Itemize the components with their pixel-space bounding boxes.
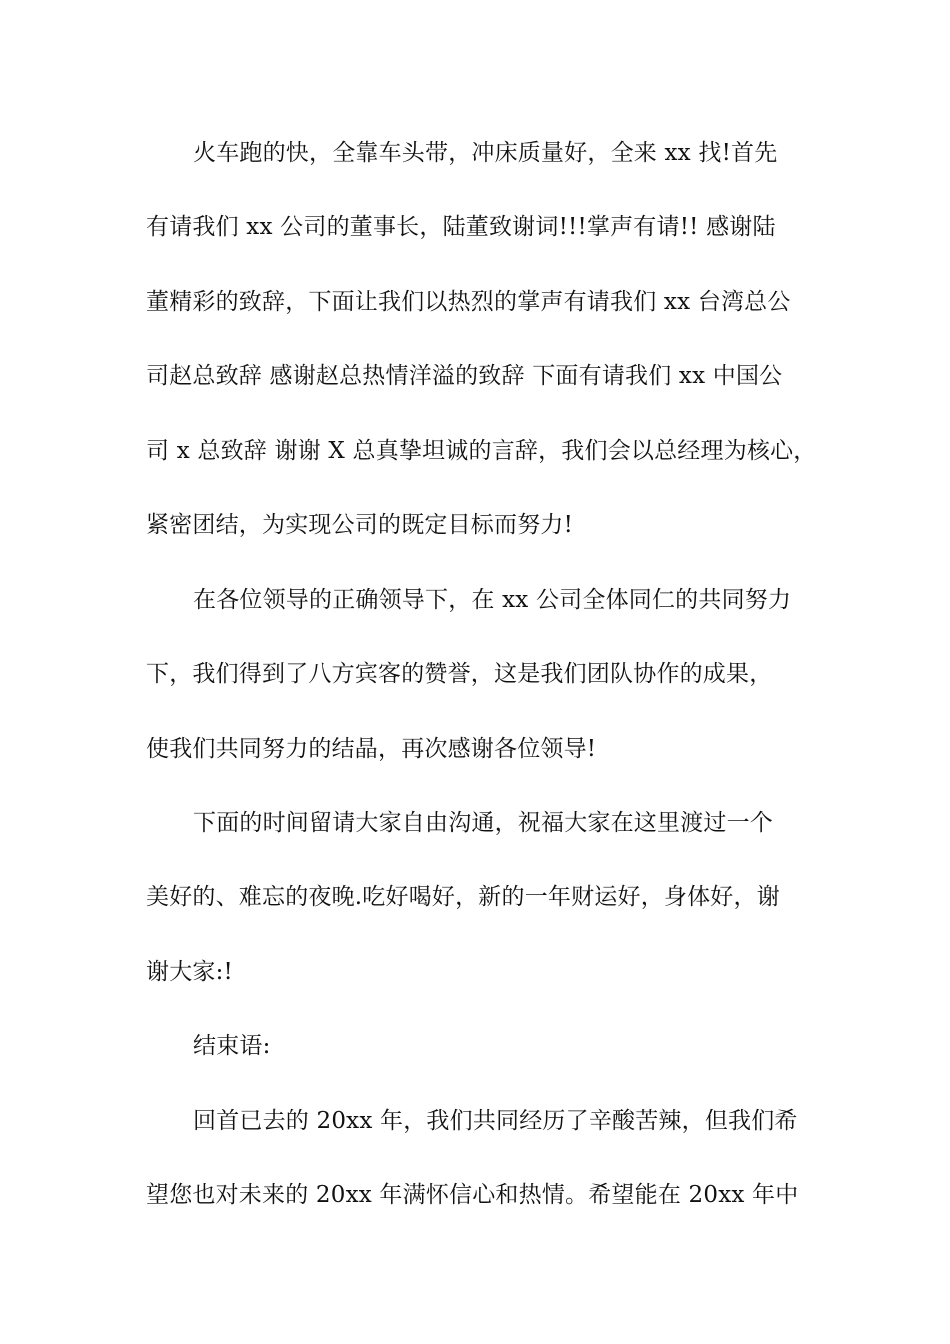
- paragraph-3-line-3: 谢大家:!: [146, 959, 233, 985]
- paragraph-1-line-1: 火车跑的快，全靠车头带，冲床质量好，全来 xx 找!首先: [193, 140, 778, 166]
- paragraph-3-line-2: 美好的、难忘的夜晚.吃好喝好，新的一年财运好，身体好，谢: [146, 884, 780, 910]
- paragraph-1-line-4: 司赵总致辞 感谢赵总热情洋溢的致辞 下面有请我们 xx 中国公: [146, 363, 783, 389]
- paragraph-1-line-2: 有请我们 xx 公司的董事长，陆董致谢词!!!掌声有请!! 感谢陆: [146, 214, 776, 240]
- paragraph-3-line-1: 下面的时间留请大家自由沟通，祝福大家在这里渡过一个: [193, 810, 773, 836]
- paragraph-4-line-1: 回首已去的 20xx 年，我们共同经历了辛酸苦辣，但我们希: [193, 1108, 798, 1134]
- paragraph-2-line-2: 下，我们得到了八方宾客的赞誉，这是我们团队协作的成果，: [146, 661, 773, 687]
- paragraph-4-line-2: 望您也对未来的 20xx 年满怀信心和热情。希望能在 20xx 年中: [146, 1182, 799, 1208]
- paragraph-1-line-5: 司 x 总致辞 谢谢 X 总真挚坦诚的言辞，我们会以总经理为核心，: [146, 438, 817, 464]
- paragraph-2-line-1: 在各位领导的正确领导下，在 xx 公司全体同仁的共同努力: [193, 587, 792, 613]
- paragraph-1-line-6: 紧密团结，为实现公司的既定目标而努力!: [146, 512, 574, 538]
- paragraph-1-line-3: 董精彩的致辞，下面让我们以热烈的掌声有请我们 xx 台湾总公: [146, 289, 791, 315]
- closing-heading: 结束语:: [193, 1033, 271, 1059]
- paragraph-2-line-3: 使我们共同努力的结晶，再次感谢各位领导!: [146, 736, 597, 762]
